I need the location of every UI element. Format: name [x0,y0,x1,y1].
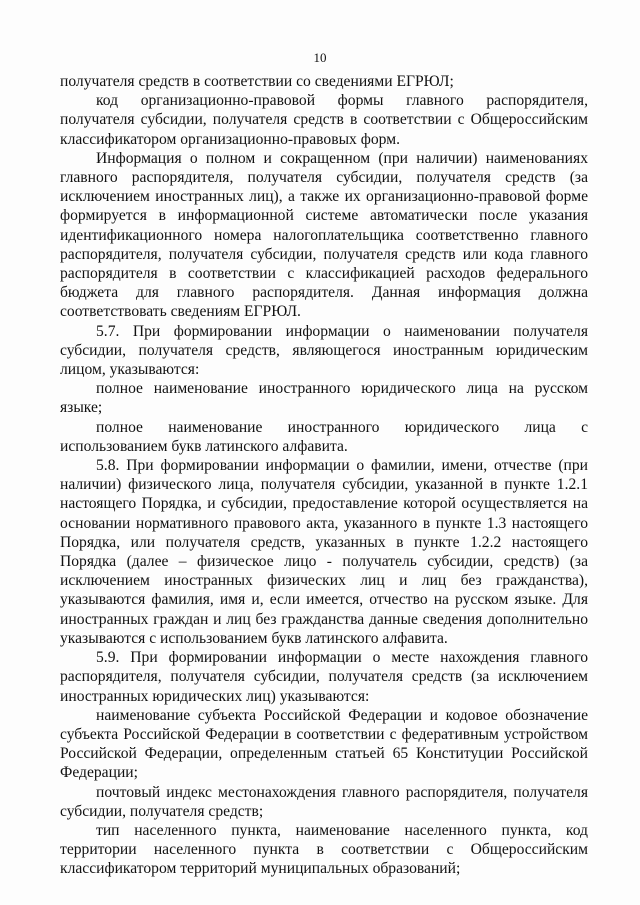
paragraph-full-name-russian: полное наименование иностранного юридического лица на русском языке; [60,380,588,417]
paragraph-okopf-code: код организационно-правовой формы главного распорядителя, получателя субсидии, получателя средств в соответствии с Общероссийским классификатором организационно-правовых форм. [60,92,588,148]
paragraph-full-name-latin: полное наименование иностранного юридического лица с использованием букв латинского алфавита. [60,418,588,455]
paragraph-postal-index: почтовый индекс местонахождения главного распорядителя, получателя субсидии, получателя средств; [60,783,588,820]
paragraph-section-5-7: 5.7. При формировании информации о наименовании получателя субсидии, получателя средств, являющегося иностранным юридическим лицом, указываются: [60,322,588,379]
paragraph-name-information: Информация о полном и сокращенном (при наличии) наименованиях главного распорядителя, получателя субсидии, получателя средств (за исключением иностранных лиц), а также их организационно-правовой форме формируется в информационной системе автоматически после указания идентификационного номера налогоплательщика соответственно главного распорядителя, получателя субсидии, получателя средств или кода главного распорядителя в соответствии с классификацией расходов федерального бюджета для главного распорядителя. Данная информация должна соответствовать сведениям ЕГРЮЛ. [60,149,588,321]
paragraph-egrul-continuation: получателя средств в соответствии со сведениями ЕГРЮЛ; [60,73,454,90]
paragraph-settlement-type: тип населенного пункта, наименование населенного пункта, код территории населенного пункта в соответствии с Общероссийским классификатором территорий муниципальных образований; [60,821,588,878]
document-body [60,72,588,879]
paragraph-subject-name: наименование субъекта Российской Федерации и кодовое обозначение субъекта Российской Федерации в соответствии с федеративным устройством Российской Федерации, определенным статьей 65 Конституции Российской Федерации; [60,706,588,782]
paragraph-section-5-8: 5.8. При формировании информации о фамилии, имени, отчестве (при наличии) физического лица, получателя субсидии, указанной в пункте 1.2.1 настоящего Порядка, и субсидии, предоставление которой осуществляется на основании нормативного правового акта, указанного в пункте 1.3 настоящего Порядка, или получателя средств, указанных в пункте 1.2.2 настоящего Порядка (далее – физическое лицо - получатель субсидии, средств) (за исключением иностранных физических лиц и лиц без гражданства), указываются фамилия, имя и, если имеется, отчество на русском языке. Для иностранных граждан и лиц без гражданства данные сведения дополнительно указываются с использованием букв латинского алфавита. [60,457,588,647]
page-number: 10 [313,50,327,65]
paragraph-section-5-9: 5.9. При формировании информации о месте нахождения главного распорядителя, получателя субсидии, получателя средств (за исключением иностранных юридических лиц) указываются: [60,649,588,705]
